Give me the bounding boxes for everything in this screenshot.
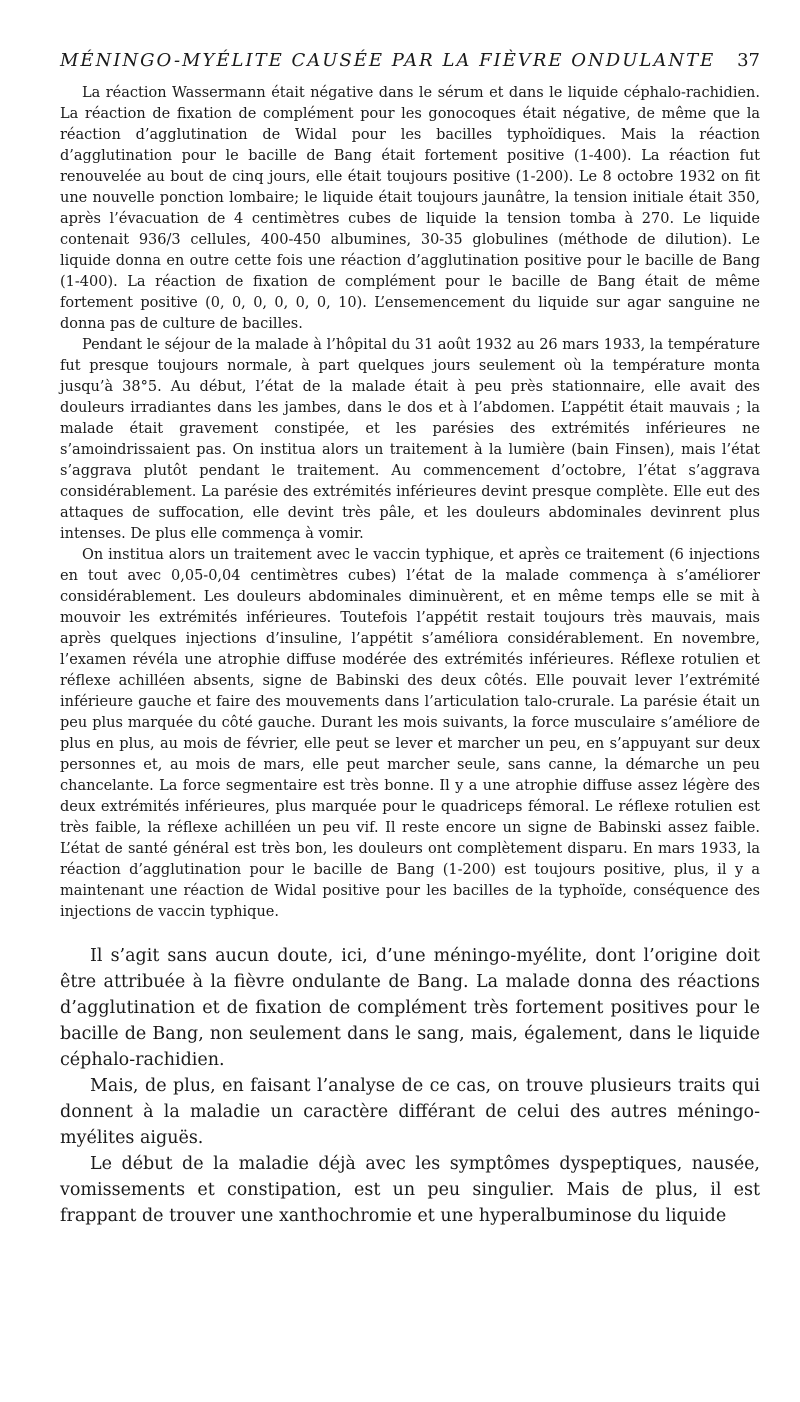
discussion-paragraph: Mais, de plus, en faisant l’analyse de ce cas, on trouve plusieurs traits qui donnent à la maladie un caractère différant de celui des autres méningo-myélites aiguës. [60,1076,760,1148]
running-header [60,50,760,71]
discussion-paragraph: Il s’agit sans aucun doute, ici, d’une méningo-myélite, dont l’origine doit être attribuée à la fièvre ondulante de Bang. La malade donna des réactions d’agglutination et de fixation de complément très fortement positives pour le bacille de Bang, non seulement dans le sang, mais, également, dans le liquide céphalo-rachidien. [60,946,760,1070]
case-report-paragraph: Pendant le séjour de la malade à l’hôpital du 31 août 1932 au 26 mars 1933, la température fut presque toujours normale, à part quelques jours seulement où la température monta jusqu’à 38°5. Au début, l’état de la malade était à peu près stationnaire, elle avait des douleurs irradiantes dans les jambes, dans le dos et à l’abdomen. L’appétit était mauvais ; la malade était gravement constipée, et les parésies des extrémités inférieures ne s’amoindrissaient pas. On institua alors un traitement à la lumière (bain Finsen), mais l’état s’aggrava plutôt pendant le traitement. Au commencement d’octobre, l’état s’aggrava considérablement. La parésie des extrémités inférieures devint presque complète. Elle eut des attaques de suffocation, elle devint très pâle, et les douleurs abdominales devinrent plus intenses. De plus elle commença à vomir. [60,337,760,542]
discussion-paragraph: Le début de la maladie déjà avec les symptômes dyspeptiques, nausée, vomissements et constipation, est un peu singulier. Mais de plus, il est frappant de trouver une xanthochromie et une hyperalbuminose du liquide [60,1154,760,1226]
page [60,50,760,1229]
discussion-section [60,943,760,1229]
case-report-paragraph: La réaction Wassermann était négative dans le sérum et dans le liquide céphalo-rachidien. La réaction de fixation de complément pour les gonocoques était négative, de même que la réaction d’agglutination de Widal pour les bacilles typhoïdiques. Mais la réaction d’agglutination pour le bacille de Bang était fortement positive (1-400). La réaction fut renouvelée au bout de cinq jours, elle était toujours positive (1-200). Le 8 octobre 1932 on fit une nouvelle ponction lombaire; le liquide était toujours jaunâtre, la tension initiale était 350, après l’évacuation de 4 centimètres cubes de liquide la tension tomba à 270. Le liquide contenait 936/3 cellules, 400-450 albumines, 30-35 globulines (méthode de dilution). Le liquide donna en outre cette fois une réaction d’agglutination positive pour le bacille de Bang (1-400). La réaction de fixation de complément pour le bacille de Bang était de même fortement positive (0, 0, 0, 0, 0, 0, 10). L’ensemencement du liquide sur agar sanguine ne donna pas de culture de bacilles. [60,85,760,332]
page-number: 37 [737,50,760,71]
case-report-paragraph: On institua alors un traitement avec le vaccin typhique, et après ce traitement (6 injections en tout avec 0,05-0,04 centimètres cubes) l’état de la malade commença à s’améliorer considérablement. Les douleurs abdominales diminuèrent, et en même temps elle se mit à mouvoir les extrémités inférieures. Toutefois l’appétit restait toujours très mauvais, mais après quelques injections d’insuline, l’appétit s’améliora considérablement. En novembre, l’examen révéla une atrophie diffuse modérée des extrémités inférieures. Réflexe rotulien et réflexe achilléen absents, signe de Babinski des deux côtés. Elle pouvait lever l’extrémité inférieure gauche et faire des mouvements dans l’articulation talo-crurale. La parésie était un peu plus marquée du côté gauche. Durant les mois suivants, la force musculaire s’améliore de plus en plus, au mois de février, elle peut se lever et marcher un peu, en s’appuyant sur deux personnes et, au mois de mars, elle peut marcher seule, sans canne, la démarche un peu chancelante. La force segmentaire est très bonne. Il y a une atrophie diffuse assez légère des deux extrémités inférieures, plus marquée pour le quadriceps fémoral. Le réflexe rotulien est très faible, la réflexe achilléen un peu vif. Il reste encore un signe de Babinski assez faible. L’état de santé général est très bon, les douleurs ont complètement disparu. En mars 1933, la réaction d’agglutination pour le bacille de Bang (1-200) est toujours positive, plus, il y a maintenant une réaction de Widal positive pour les bacilles de la typhoïde, conséquence des injections de vaccin typhique. [60,547,760,920]
running-title: MÉNINGO-MYÉLITE CAUSÉE PAR LA FIÈVRE ONDULANTE [60,50,716,71]
case-report-section [60,83,760,923]
